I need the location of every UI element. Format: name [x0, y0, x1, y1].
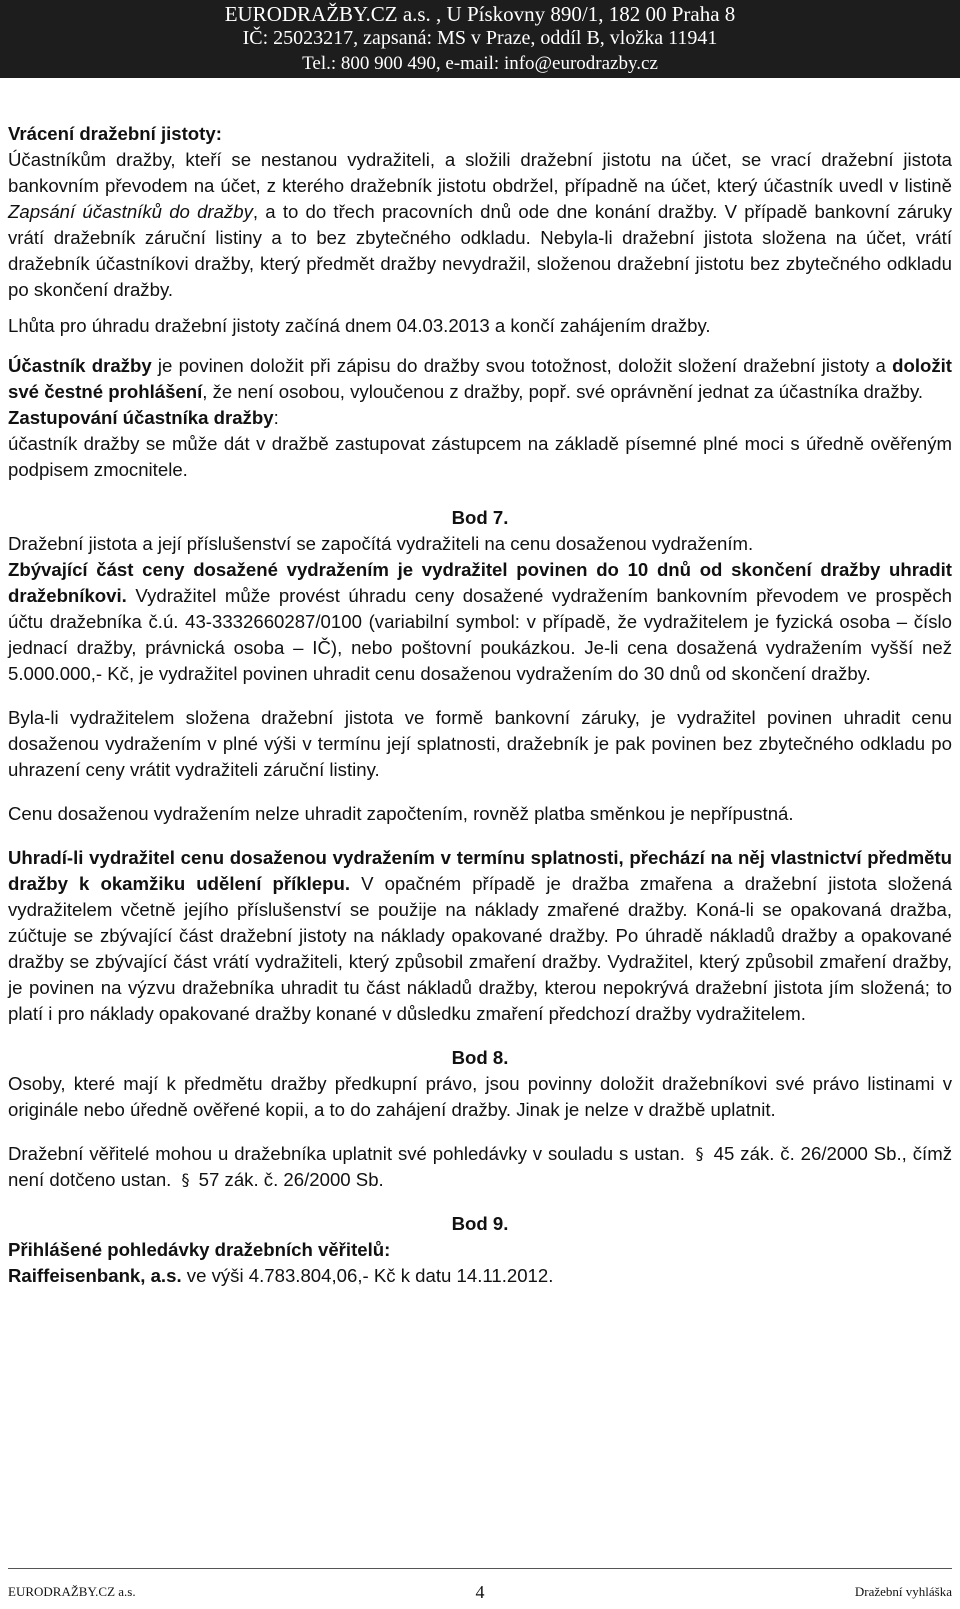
representation-title — [8, 405, 952, 431]
bod7-heading: Bod 7. — [451, 507, 509, 528]
representation-colon: : — [273, 407, 279, 428]
bod9-heading: Bod 9. — [451, 1213, 509, 1234]
section-sign-icon — [691, 1145, 708, 1162]
participant-label: Účastník dražby — [8, 355, 152, 376]
letterhead-company: EURODRAŽBY.CZ a.s. , U Pískovny 890/1, 182 00 Praha 8 — [224, 2, 736, 26]
bod7-payment-details: Vydražitel může provést úhradu ceny dosažené vydražením bankovním převodem ve prospěch účtu dražebníka č.ú. 43-3332660287/0100 (variabilní symbol: v případě, že vydražitelem je fyzická osoba – číslo jednací dražby, právnická osoba – IČ), nebo poštovní poukázkou. Je-li cena dosažená vydražením vyšší než 5.000.000,- Kč, je vydražitel povinen uhradit cenu dosaženou vydražením do 30 dnů od skončení dražby. — [8, 585, 952, 684]
section-title-jistota: Vrácení dražební jistoty: — [8, 123, 222, 144]
letterhead — [0, 0, 960, 78]
participant-declaration: doložit své čestné prohlášení — [8, 355, 953, 402]
bod7-paragraph4: Cenu dosaženou vydražením nelze uhradit započtením, rovněž platba směnkou je nepřípustná. — [8, 803, 794, 824]
bod8-text-a: Dražební věřitelé mohou u dražebníka uplatnit své pohledávky v souladu s ustan. — [8, 1143, 691, 1164]
participant-text2: , že není osobou, vyloučenou z dražby, popř. své oprávnění jednat za účastníka dražby. — [202, 381, 924, 402]
paragraph-deadline: Lhůta pro úhradu dražební jistoty začíná dnem 04.03.2013 a končí zahájením dražby. — [8, 315, 711, 336]
bod7-paragraph3: Byla-li vydražitelem složena dražební jistota ve formě bankovní záruky, je vydražitel povinen uhradit cenu dosaženou vydražením v plné výši v termínu její splatnosti, dražebník je pak povinen bez zbytečného odkladu po uhrazení ceny vrátit vydražiteli záruční listiny. — [8, 707, 952, 780]
letterhead-contact: Tel.: 800 900 490, e-mail: info@eurodrazby.cz — [302, 53, 658, 74]
representation-label: Zastupování účastníka dražby — [8, 407, 274, 428]
paragraph-refund — [8, 147, 952, 303]
bod9-creditor-line — [8, 1263, 952, 1289]
bod7-payment-obligation: Zbývající část ceny dosažené vydražením je vydražitel povinen do 10 dnů od skončení dražby uhradit dražebníkovi. — [8, 559, 952, 606]
bod9-title: Přihlášené pohledávky dražebních věřitelů: — [8, 1239, 391, 1260]
footer-divider — [8, 1568, 952, 1569]
bod9-amount: ve výši 4.783.804,06,- Kč k datu 14.11.2012. — [181, 1265, 554, 1286]
paragraph-participant — [8, 353, 952, 405]
bod8-text-c: 57 zák. č. 26/2000 Sb. — [193, 1169, 384, 1190]
bod8-heading: Bod 8. — [451, 1047, 509, 1068]
bod9-creditor: Raiffeisenbank, a.s. — [8, 1265, 182, 1286]
footer-document-title: Dražební vyhláška — [854, 1584, 952, 1599]
refund-rest: V případě bankovní záruky vrátí dražebník záruční listiny a to bez zbytečného odkladu. Nebyla-li dražební jistota složena na účet, vrátí dražebník účastníkovi dražby, který předmět dražby nevydražil, složenou dražební jistotu bez zbytečného odkladu po skončení dražby. — [8, 201, 952, 300]
paragraph-representation: účastník dražby se může dát v dražbě zastupovat zástupcem na základě písemné plné moci s úředně ověřeným podpisem zmocnitele. — [8, 433, 952, 480]
bod7-ownership-transfer: Uhradí-li vydražitel cenu dosaženou vydražením v termínu splatnosti, přechází na něj vlastnictví předmětu dražby k okamžiku udělení příklepu. — [8, 847, 952, 894]
refund-quoted-document: Zapsání účastníků do dražby — [8, 201, 253, 222]
page-number: 4 — [475, 1582, 485, 1602]
svg-text:§: § — [695, 1145, 704, 1162]
section-sign-icon — [177, 1171, 194, 1188]
letterhead-registration: IČ: 25023217, zapsaná: MS v Praze, oddíl B, vložka 11941 — [242, 27, 718, 49]
bod8-paragraph2 — [8, 1141, 952, 1193]
bod7-paragraph5 — [8, 845, 952, 1027]
bod7-paragraph1: Dražební jistota a její příslušenství se započítá vydražiteli na cenu dosaženou vydražením. — [8, 533, 754, 554]
bod8-text-b: 45 zák. č. 26/2000 Sb., čímž není dotčeno ustan. — [8, 1143, 952, 1190]
bod7-failure-details: V opačném případě je dražba zmařena a dražební jistota složená vydražitelem včetně jejího příslušenství se použije na náklady zmařené dražby. Koná-li se opakovaná dražba, zúčtuje se zbývající část dražební jistoty na náklady opakované dražby. Po úhradě nákladů dražby a opakované dražby se zbývající část vrátí vydražiteli, který způsobil zmaření dražby. Vydražitel, který způsobil zmaření dražby, je povinen na výzvu dražebníka uhradit tu část nákladů dražby, kterou nepokrývá dražební jistota jím složená; to platí i pro náklady opakované dražby konané v důsledku zmaření předchozí dražby vydražitelem. — [8, 873, 952, 1024]
bod8-paragraph1: Osoby, které mají k předmětu dražby předkupní právo, jsou povinny doložit dražebníkovi své právo listinami v originále nebo úředně ověřené kopii, a to do zahájení dražby. Jinak je nelze v dražbě uplatnit. — [8, 1073, 952, 1120]
footer-company: EURODRAŽBY.CZ a.s. — [8, 1584, 136, 1599]
refund-intro-after: , a to do třech pracovních dnů ode dne konání dražby. — [252, 201, 718, 222]
bod7-paragraph2 — [8, 557, 952, 687]
document-body — [8, 121, 952, 1289]
participant-text1: je povinen doložit při zápisu do dražby svou totožnost, doložit složení dražební jistoty a — [151, 355, 893, 376]
svg-text:§: § — [181, 1171, 190, 1188]
page-footer — [0, 1568, 960, 1609]
refund-intro: Účastníkům dražby, kteří se nestanou vydražiteli, a složili dražební jistotu na účet, se vrací dražební jistota bankovním převodem na účet, z kterého dražebník jistotu obdržel, případně na účet, který účastník uvedl v listině — [8, 149, 952, 196]
